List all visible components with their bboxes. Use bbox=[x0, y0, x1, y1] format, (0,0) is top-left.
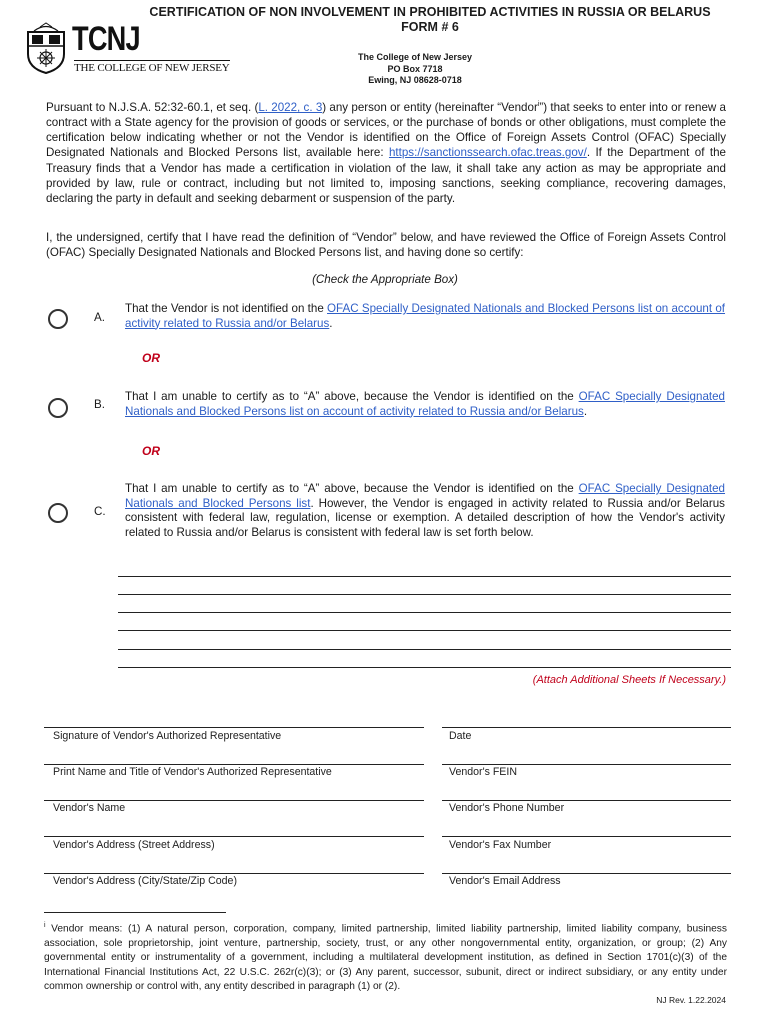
fax-label: Vendor's Fax Number bbox=[449, 839, 552, 851]
option-text: That I am unable to certify as to “A” above, because the Vendor is identified on the bbox=[125, 482, 579, 495]
option-text: . bbox=[583, 404, 588, 418]
address-line: Ewing, NJ 08628-0718 bbox=[368, 75, 462, 85]
check-box-instruction: (Check the Appropriate Box) bbox=[312, 273, 458, 286]
footnote-separator bbox=[44, 912, 226, 913]
email-label: Vendor's Email Address bbox=[449, 875, 561, 887]
footnote-text: Vendor means: (1) A natural person, corporation, company, limited partnership, limited liability partnership, limited liability company, business association, sole proprietorship, joint venture, partnership, society, trust, or any other nongovernmental entity, organization, or group; (2) Any governmental entity or instrumentality of a government, including a multilateral development institution, as defined in Section 1701(c)(3) of the International Financial Institutions Act, 22 U.S.C. 262r(c)(3); or (3) Any parent, successor, subunit, direct or indirect subsidiary, or any entity under common ownership or control with, any entity described in paragraph (1) or (2). bbox=[44, 923, 727, 993]
intro-paragraph bbox=[46, 97, 726, 206]
option-a-radio[interactable] bbox=[48, 309, 68, 329]
option-b-letter: B. bbox=[94, 398, 105, 411]
option-text: That the Vendor is not identified on the bbox=[125, 302, 328, 315]
intro-text: Pursuant to N.J.S.A. 52:32-60.1, et seq. ( bbox=[46, 100, 259, 114]
address-line: The College of New Jersey bbox=[357, 52, 473, 62]
college-address bbox=[300, 52, 530, 87]
description-line[interactable] bbox=[118, 576, 731, 577]
certify-paragraph: I, the undersigned, certify that I have read the definition of “Vendor” below, and have reviewed the Office of Foreign Assets Control (OFAC) Specially Designated Nationals and Blocked Persons list, and having done so certify: bbox=[46, 231, 726, 260]
option-a-text bbox=[125, 302, 725, 331]
option-c-letter: C. bbox=[94, 505, 106, 518]
print-name-line[interactable] bbox=[44, 764, 424, 765]
signature-line[interactable] bbox=[44, 727, 424, 728]
option-b-text bbox=[125, 390, 725, 419]
vendor-name-label: Vendor's Name bbox=[53, 802, 126, 814]
date-line[interactable] bbox=[442, 727, 731, 728]
or-label: OR bbox=[142, 351, 160, 365]
vendor-name-line[interactable] bbox=[44, 800, 424, 801]
description-line[interactable] bbox=[118, 649, 731, 650]
fax-line[interactable] bbox=[442, 836, 731, 837]
footnote-marker: i bbox=[537, 101, 540, 108]
ofac-search-link[interactable]: https://sanctionssearch.ofac.treas.gov/ bbox=[388, 146, 587, 160]
form-title-line2: FORM # 6 bbox=[401, 20, 459, 34]
description-line[interactable] bbox=[118, 594, 731, 595]
fein-line[interactable] bbox=[442, 764, 731, 765]
or-label: OR bbox=[142, 444, 160, 458]
ofac-list-link[interactable]: OFAC Specially Designated Nationals and Blocked Persons list on account of activity related to Russia and/or Belarus bbox=[125, 390, 726, 418]
footnote-marker: i bbox=[44, 922, 46, 929]
phone-label: Vendor's Phone Number bbox=[449, 802, 565, 814]
print-name-label: Print Name and Title of Vendor's Authorized Representative bbox=[53, 766, 332, 778]
intro-text: ) any person or entity (hereinafter “Vendor bbox=[322, 100, 538, 114]
tcnj-seal-icon bbox=[24, 22, 68, 74]
revision-label: NJ Rev. 1.22.2024 bbox=[656, 995, 726, 1005]
form-title-line1: CERTIFICATION OF NON INVOLVEMENT IN PROHIBITED ACTIVITIES IN RUSSIA OR BELARUS bbox=[149, 5, 711, 19]
option-a-letter: A. bbox=[94, 311, 105, 324]
ofac-list-link[interactable]: OFAC Specially Designated Nationals and Blocked Persons list bbox=[125, 482, 726, 510]
description-line[interactable] bbox=[118, 612, 731, 613]
option-b-radio[interactable] bbox=[48, 398, 68, 418]
city-state-zip-line[interactable] bbox=[44, 873, 424, 874]
intro-text: ”) that seeks to enter into or renew a contract with a State agency for the provision of goods or services, or the purchase of bonds or other obligations, must complete the certification below indicating whether or not the Vendor is identified on the Office of Foreign Assets Control (OFAC) Specially Designated Nationals and Blocked Persons list, available here: bbox=[46, 100, 726, 160]
logo-subtitle: THE COLLEGE OF NEW JERSEY bbox=[74, 62, 230, 74]
option-c-text bbox=[125, 482, 725, 540]
description-line[interactable] bbox=[118, 667, 731, 668]
form-title bbox=[130, 5, 730, 35]
email-line[interactable] bbox=[442, 873, 731, 874]
vendor-definition-footnote bbox=[44, 919, 727, 994]
option-text: . bbox=[329, 316, 333, 330]
logo-wordmark: TCNJ bbox=[72, 20, 140, 58]
street-address-label: Vendor's Address (Street Address) bbox=[53, 839, 215, 851]
signature-label: Signature of Vendor's Authorized Representative bbox=[53, 730, 282, 742]
street-address-line[interactable] bbox=[44, 836, 424, 837]
option-c-radio[interactable] bbox=[48, 503, 68, 523]
date-label: Date bbox=[449, 730, 472, 742]
phone-line[interactable] bbox=[442, 800, 731, 801]
intro-text: . If the Department of the Treasury finds that a Vendor has made a certification in violation of the law, it shall take any action as may be appropriate and provided by law, rule or contract, including but not limited to, imposing sanctions, seeking compliance, recovering damages, declaring the party in default and seeking debarment or suspension of the party. bbox=[46, 146, 726, 206]
option-text: That I am unable to certify as to “A” above, because the Vendor is identified on the bbox=[125, 390, 579, 403]
city-state-zip-label: Vendor's Address (City/State/Zip Code) bbox=[53, 875, 237, 887]
address-line: PO Box 7718 bbox=[387, 63, 443, 74]
ofac-list-link[interactable]: OFAC Specially Designated Nationals and Blocked Persons list on account of activity related to Russia and/or Belarus bbox=[125, 302, 726, 330]
attach-sheets-note: (Attach Additional Sheets If Necessary.) bbox=[532, 674, 726, 686]
statute-link[interactable]: L. 2022, c. 3 bbox=[258, 100, 323, 114]
fein-label: Vendor's FEIN bbox=[449, 766, 517, 778]
description-line[interactable] bbox=[118, 630, 731, 631]
option-text: . However, the Vendor is engaged in activity related to Russia and/or Belarus consistent with federal law, regulation, license or exemption. A detailed description of how the Vendor's activity related to Russia and/or Belarus is consistent with federal law is set forth below. bbox=[125, 496, 725, 539]
